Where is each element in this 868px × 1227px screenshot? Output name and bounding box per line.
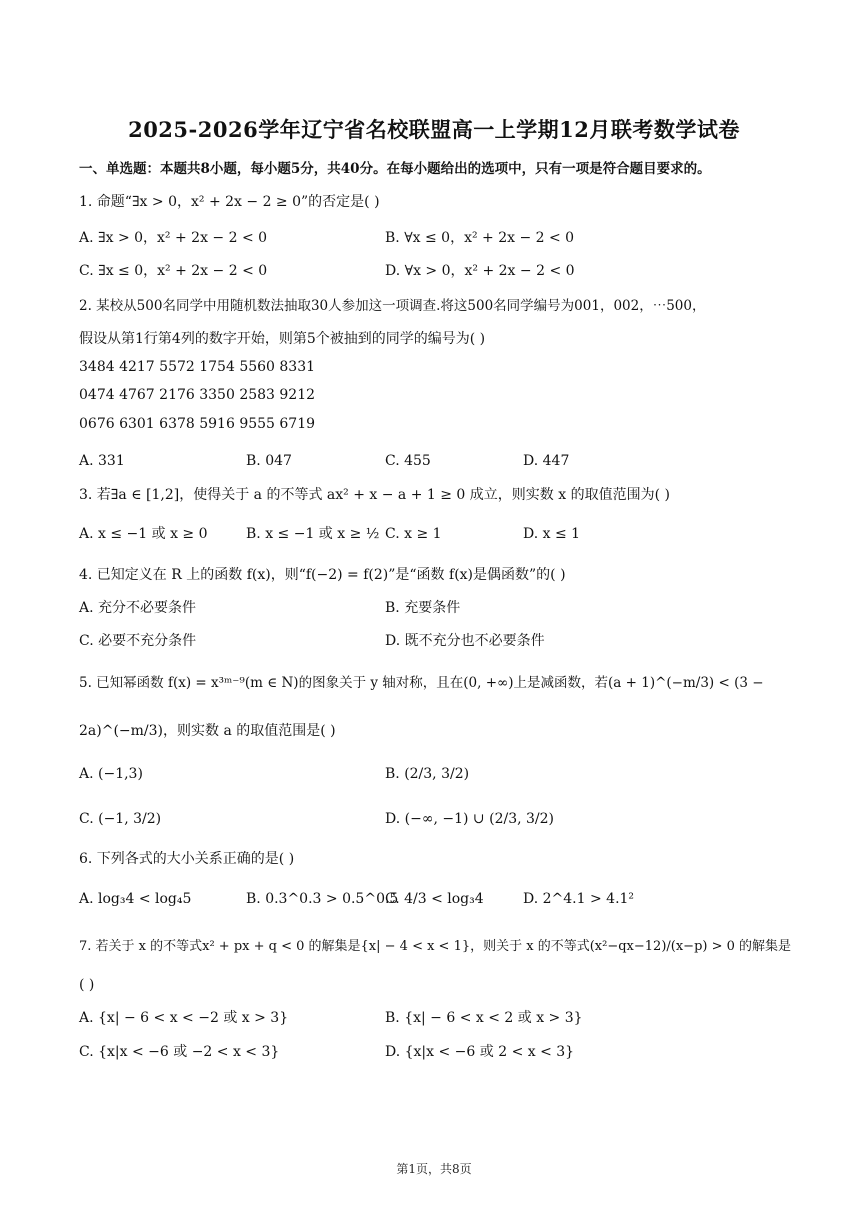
- q7-stem-line1: 7. 若关于 x 的不等式x² + px + q < 0 的解集是{x| − 4 < x < 1}，则关于 x 的不等式(x²−qx−12)/(x−p) > 0 的解集是: [79, 939, 792, 954]
- q5-option-b: B. (2/3, 3/2): [385, 766, 470, 782]
- q7-option-b: B. {x| − 6 < x < 2 或 x > 3}: [385, 1010, 583, 1026]
- q2-option-c: C. 455: [385, 453, 431, 469]
- q4-option-c: C. 必要不充分条件: [79, 633, 197, 649]
- q2-stem-line1: 2. 某校从500名同学中用随机数法抽取30人参加这一项调查.将这500名同学编号为001，002，⋯500，: [79, 298, 706, 314]
- q5-stem-line1: 5. 已知幂函数 f(x) = x³ᵐ⁻⁹(m ∈ N)的图象关于 y 轴对称，且在(0, +∞)上是减函数，若(a + 1)^(−m/3) < (3 −: [79, 675, 764, 691]
- q6-option-d: D. 2^4.1 > 4.1²: [523, 891, 635, 907]
- q1-option-c: C. ∃x ≤ 0，x² + 2x − 2 < 0: [79, 263, 268, 279]
- q1-option-d: D. ∀x > 0，x² + 2x − 2 < 0: [385, 263, 575, 279]
- q1-option-a: A. ∃x > 0，x² + 2x − 2 < 0: [79, 230, 268, 246]
- q3-option-c: C. x ≥ 1: [385, 526, 442, 542]
- q2-option-d: D. 447: [523, 453, 570, 469]
- q5-stem-line2: 2a)^(−m/3)，则实数 a 的取值范围是( ): [79, 723, 336, 739]
- q3-option-a: A. x ≤ −1 或 x ≥ 0: [79, 526, 208, 542]
- q4-option-d: D. 既不充分也不必要条件: [385, 633, 545, 649]
- q7-stem-line2: ( ): [79, 977, 95, 993]
- q4-option-a: A. 充分不必要条件: [79, 600, 197, 616]
- q2-option-b: B. 047: [246, 453, 292, 469]
- page-title: 2025-2026学年辽宁省名校联盟高一上学期12月联考数学试卷: [128, 117, 740, 142]
- q2-random-row-2: 0474 4767 2176 3350 2583 9212: [79, 387, 316, 403]
- q7-option-c: C. {x|x < −6 或 −2 < x < 3}: [79, 1044, 280, 1060]
- q1-option-b: B. ∀x ≤ 0，x² + 2x − 2 < 0: [385, 230, 575, 246]
- q7-option-a: A. {x| − 6 < x < −2 或 x > 3}: [79, 1010, 289, 1026]
- q2-stem-line2: 假设从第1行第4列的数字开始，则第5个被抽到的同学的编号为( ): [79, 331, 486, 347]
- q6-stem: 6. 下列各式的大小关系正确的是( ): [79, 851, 295, 867]
- q5-option-d: D. (−∞, −1) ∪ (2/3, 3/2): [385, 811, 554, 827]
- q6-option-b: B. 0.3^0.3 > 0.5^0.5: [246, 891, 399, 907]
- q3-option-b: B. x ≤ −1 或 x ≥ ½: [246, 526, 380, 542]
- q6-option-c: C. 4/3 < log₃4: [385, 891, 484, 907]
- q4-stem: 4. 已知定义在 R 上的函数 f(x)，则“f(−2) = f(2)”是“函数 f(x)是偶函数”的( ): [79, 567, 566, 583]
- q6-option-a: A. log₃4 < log₄5: [79, 891, 192, 907]
- q2-random-row-1: 3484 4217 5572 1754 5560 8331: [79, 359, 316, 375]
- section-heading: 一、单选题：本题共8小题，每小题5分，共40分。在每小题给出的选项中，只有一项是符合题目要求的。: [79, 161, 711, 177]
- q5-option-c: C. (−1, 3/2): [79, 811, 162, 827]
- q7-option-d: D. {x|x < −6 或 2 < x < 3}: [385, 1044, 575, 1060]
- q1-stem: 1. 命题“∃x > 0，x² + 2x − 2 ≥ 0”的否定是( ): [79, 194, 380, 210]
- q2-option-a: A. 331: [79, 453, 125, 469]
- q4-option-b: B. 充要条件: [385, 600, 461, 616]
- q2-random-row-3: 0676 6301 6378 5916 9555 6719: [79, 416, 316, 432]
- q5-option-a: A. (−1,3): [79, 766, 143, 782]
- q3-stem: 3. 若∃a ∈ [1,2]，使得关于 a 的不等式 ax² + x − a + 1 ≥ 0 成立，则实数 x 的取值范围为( ): [79, 487, 670, 503]
- q3-option-d: D. x ≤ 1: [523, 526, 581, 542]
- page-footer: 第1页，共8页: [396, 1162, 472, 1176]
